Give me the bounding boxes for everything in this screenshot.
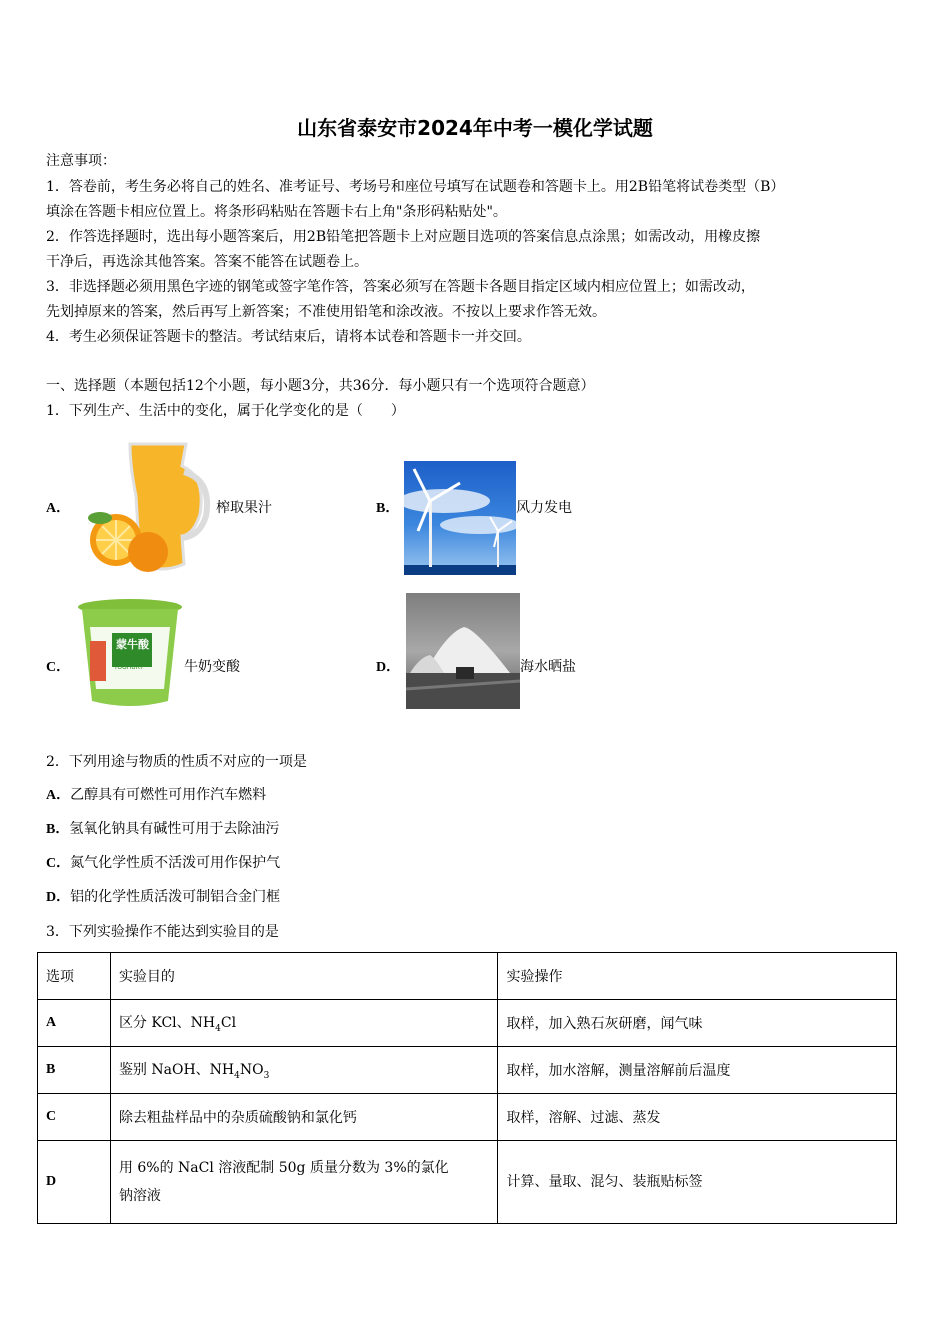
- q2-option-b-text: 氢氧化钠具有碱性可用于去除油污: [69, 821, 280, 837]
- q2-option-c-text: 氮气化学性质不活泼可用作保护气: [70, 855, 281, 871]
- table-cell-operation: 取样，加水溶解，测量溶解前后温度: [498, 1047, 897, 1094]
- q1-option-a-label: A．: [46, 501, 71, 516]
- aim-subscript: 3: [263, 1070, 270, 1081]
- q1-option-b-label: B．: [376, 501, 400, 516]
- table-header-cell: 实验操作: [498, 953, 897, 1000]
- table-cell-aim: [110, 1000, 498, 1047]
- aim-line: 钠溶液: [118, 1188, 161, 1204]
- question-1-stem: 1．下列生产、生活中的变化，属于化学变化的是（ ）: [46, 403, 405, 419]
- question-3-stem: 3．下列实验操作不能达到实验目的是: [46, 924, 279, 940]
- q2-option-d-label: D．: [46, 890, 71, 905]
- q1-option-d-text: 海水晒盐: [520, 659, 576, 675]
- table-cell-option: C: [38, 1094, 111, 1141]
- yogurt-cup-image: [76, 597, 184, 711]
- q1-option-c-text: 牛奶变酸: [184, 659, 240, 675]
- table-cell-aim: [110, 1047, 498, 1094]
- q2-option-b: [46, 820, 279, 839]
- wind-turbine-image: [404, 461, 516, 575]
- experiment-table: [37, 952, 897, 1224]
- q2-option-c-label: C．: [46, 856, 71, 871]
- aim-line: 用 6%的 NaCl 溶液配制 50g 质量分数为 3%的氯化: [118, 1160, 449, 1176]
- aim-subscript: 4: [215, 1023, 221, 1034]
- table-cell-operation: 计算、量取、混匀、装瓶贴标签: [498, 1141, 897, 1224]
- page-title: 山东省泰安市2024年中考一模化学试题: [297, 116, 653, 140]
- yogurt-sub-label: YOGHURT: [114, 664, 144, 671]
- aim-text: Cl: [220, 1015, 237, 1032]
- q2-option-a-label: A．: [46, 788, 71, 803]
- table-cell-operation: 取样，加入熟石灰研磨，闻气味: [498, 1000, 897, 1047]
- q1-option-c-label: C．: [46, 660, 71, 675]
- table-row: [38, 1141, 897, 1224]
- table-row: [38, 1047, 897, 1094]
- table-header-cell: 选项: [38, 953, 111, 1000]
- table-row: [38, 1000, 897, 1047]
- notice-line: 3．非选择题必须用黑色字迹的钢笔或签字笔作答，答案必须写在答题卡各题目指定区域内相应位置上；如需改动，: [46, 279, 755, 295]
- table-header-cell: 实验目的: [110, 953, 498, 1000]
- salt-pile-image: [406, 593, 520, 709]
- q2-option-d: [46, 888, 280, 907]
- table-cell-aim: 除去粗盐样品中的杂质硫酸钠和氯化钙: [110, 1094, 498, 1141]
- q2-option-a: [46, 786, 266, 805]
- notice-line: 干净后，再选涂其他答案。答案不能答在试题卷上。: [46, 254, 368, 270]
- q1-option-a-text: 榨取果汁: [216, 500, 272, 516]
- notice-heading: 注意事项：: [46, 153, 116, 169]
- table-cell-option: D: [38, 1141, 111, 1224]
- table-cell-operation: 取样，溶解、过滤、蒸发: [498, 1094, 897, 1141]
- q2-option-b-label: B．: [46, 822, 70, 837]
- notice-line: 4．考生必须保证答题卡的整洁。考试结束后，请将本试卷和答题卡一并交回。: [46, 329, 531, 345]
- notice-line: 先划掉原来的答案，然后再写上新答案；不准使用铅笔和涂改液。不按以上要求作答无效。: [46, 304, 606, 320]
- table-row: [38, 1094, 897, 1141]
- notice-line: 填涂在答题卡相应位置上。将条形码粘贴在答题卡右上角"条形码粘贴处"。: [46, 204, 507, 220]
- aim-text: 鉴别 NaOH、NH: [118, 1062, 235, 1079]
- table-cell-option: A: [38, 1000, 111, 1047]
- aim-text: NO: [239, 1062, 264, 1079]
- juice-image: [82, 436, 214, 576]
- table-header-row: [38, 953, 897, 1000]
- q2-option-d-text: 铝的化学性质活泼可制铝合金门框: [70, 889, 281, 905]
- section-heading: 一、选择题（本题包括12个小题，每小题3分，共36分．每小题只有一个选项符合题意）: [46, 378, 595, 394]
- aim-text: 区分 KCl、NH: [118, 1015, 216, 1032]
- q1-option-d-label: D．: [376, 660, 401, 675]
- notice-line: 1．答卷前，考生务必将自己的姓名、准考证号、考场号和座位号填写在试题卷和答题卡上。用2B铅笔将试卷类型（B）: [46, 179, 785, 195]
- question-2-stem: 2．下列用途与物质的性质不对应的一项是: [46, 754, 307, 770]
- table-cell-option: B: [38, 1047, 111, 1094]
- q2-option-c: [46, 854, 280, 873]
- q1-option-b-text: 风力发电: [516, 500, 572, 516]
- aim-subscript: 4: [234, 1070, 240, 1081]
- q2-option-a-text: 乙醇具有可燃性可用作汽车燃料: [70, 787, 267, 803]
- table-cell-aim: [110, 1141, 498, 1224]
- yogurt-brand-label: 蒙牛酸: [116, 638, 149, 651]
- notice-line: 2．作答选择题时，选出每小题答案后，用2B铅笔把答题卡上对应题目选项的答案信息点涂黑；如需改动，用橡皮擦: [46, 229, 761, 245]
